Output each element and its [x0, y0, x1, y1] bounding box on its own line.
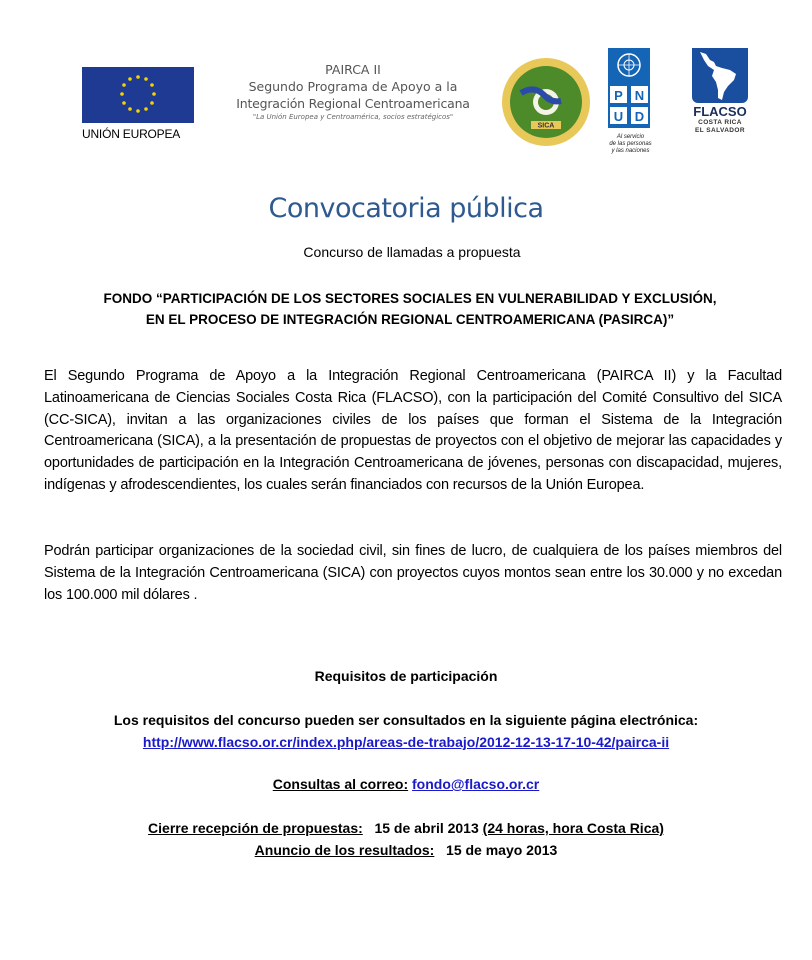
svg-text:N: N — [634, 88, 645, 103]
svg-text:U: U — [613, 109, 624, 124]
deadline-line — [0, 820, 812, 836]
fund-title — [40, 288, 780, 330]
pnud-caption: Al servicio de las personas y las naciones — [609, 134, 652, 154]
pairca-line2: Segundo Programa de Apoyo a la — [248, 79, 458, 94]
requirements-text: Los requisitos del concurso pueden ser consultados en la siguiente página electrónica: — [113, 712, 699, 728]
pnud-logo — [608, 48, 653, 155]
pairca-logo — [208, 62, 498, 122]
deadline-date: 15 de abril 2013 — [374, 820, 479, 836]
deadline-note: (24 horas, hora Costa Rica) — [482, 820, 664, 836]
fund-title-line2: EN EL PROCESO DE INTEGRACIÓN REGIONAL CENTROAMERICANA (PASIRCA)” — [145, 312, 675, 327]
page-title: Convocatoria pública — [268, 193, 544, 224]
flacso-name: FLACSO — [693, 104, 747, 119]
svg-text:P: P — [614, 88, 623, 103]
eu-label: UNIÓN EUROPEA — [82, 127, 181, 141]
results-label: Anuncio de los resultados: — [254, 842, 435, 858]
svg-text:D: D — [634, 109, 645, 124]
pairca-tagline: "La Unión Europea y Centroamérica, socios estratégicos" — [252, 113, 454, 121]
pairca-name: PAIRCA II — [325, 62, 381, 77]
fund-title-line1: FONDO “PARTICIPACIÓN DE LOS SECTORES SOCIALES EN VULNERABILIDAD Y EXCLUSIÓN, — [103, 291, 717, 306]
requirements-heading: Requisitos de participación — [314, 668, 498, 684]
requirements-link[interactable]: http://www.flacso.or.cr/index.php/areas-de-trabajo/2012-12-13-17-10-42/pairca-ii — [142, 734, 670, 750]
flacso-logo — [684, 48, 756, 135]
deadline-label: Cierre recepción de propuestas: — [148, 820, 363, 836]
flacso-sub1: COSTA RICA — [698, 119, 742, 126]
un-emblem-icon — [608, 48, 650, 128]
flacso-sub2: EL SALVADOR — [695, 127, 745, 134]
contact-line — [0, 776, 812, 792]
contact-email-link[interactable]: fondo@flacso.or.cr — [412, 776, 540, 792]
results-date: 15 de mayo 2013 — [446, 842, 558, 858]
svg-text:SICA: SICA — [537, 122, 555, 130]
eligibility-paragraph: Podrán participar organizaciones de la sociedad civil, sin fines de lucro, de cualquiera de los países miembros del Sistema de la Integración Centroamericana (SICA) con proyectos cuyos montos sean entre los 30.000 y no excedan los 100.000 mil dólares . — [44, 543, 782, 603]
intro-paragraph: El Segundo Programa de Apoyo a la Integración Regional Centroamericana (PAIRCA II) y la Facultad Latinoamericana de Ciencias Sociales Costa Rica (FLACSO), con la participación del Comité Consultivo del SICA (CC-SICA), invitan a las organizaciones civiles de los países que forman el Sistema de la Integración Centroamericana (SICA), a la presentación de propuestas de proyectos con el objetivo de mejorar las capacidades y oportunidades de participación en la Integración Centroamericana de jóvenes, personas con discapacidad, mujeres, indígenas y afrodescendientes, los cuales serán financiados con recursos de la Unión Europea. — [44, 368, 782, 493]
page-subtitle: Concurso de llamadas a propuesta — [303, 244, 521, 260]
eu-flag-icon — [82, 67, 194, 123]
pairca-line3: Integración Regional Centroamericana — [236, 96, 470, 111]
header-logos — [0, 0, 812, 170]
contact-label: Consultas al correo: — [272, 776, 409, 792]
sica-logo-icon — [499, 55, 594, 150]
results-line — [0, 842, 812, 858]
eu-logo — [82, 67, 197, 141]
latin-america-map-icon — [692, 48, 748, 103]
